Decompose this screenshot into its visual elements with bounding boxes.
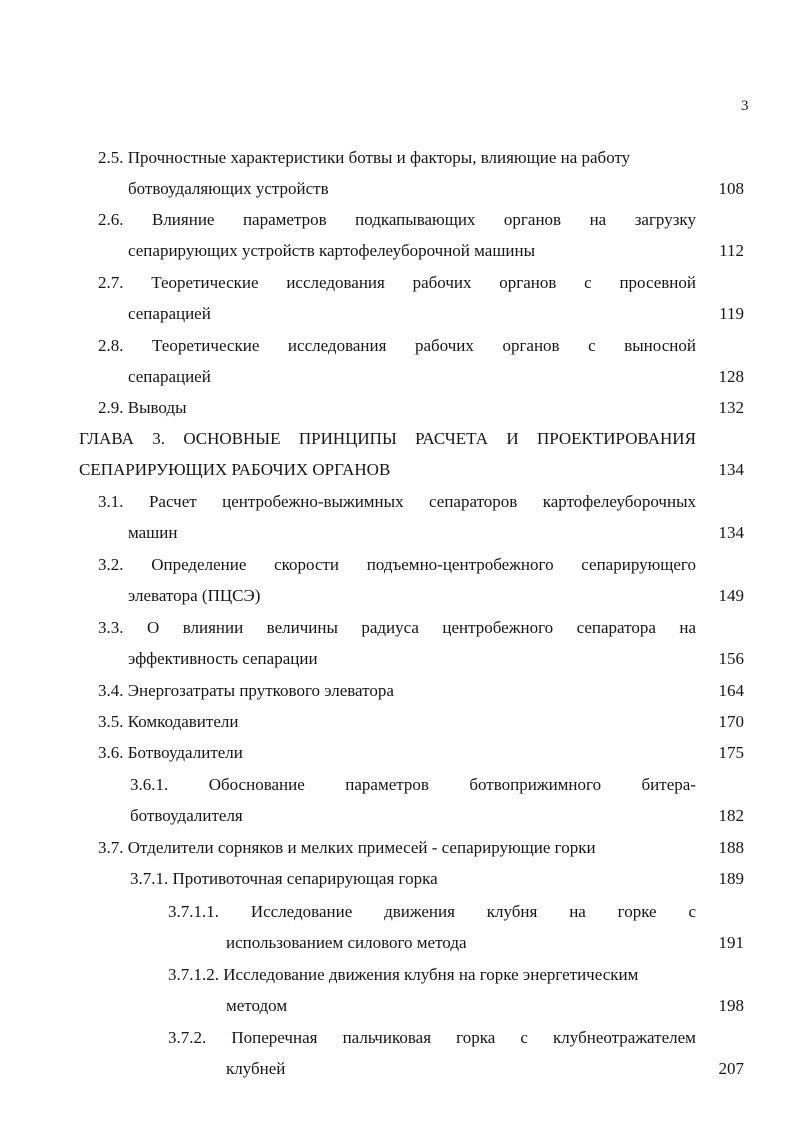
toc-entry-page: 112 [719, 241, 744, 260]
toc-entry-title: 3.7.2. Поперечная пальчиковая горка с клубнеотражателем [168, 1028, 696, 1047]
toc-entry-title: 3.7.1.1. Исследование движения клубня на горке с [168, 902, 696, 921]
toc-entry-title-cont: методом [226, 996, 288, 1015]
toc-entry-title-cont: элеватора (ПЦСЭ) [128, 586, 261, 605]
toc-entry-page: 108 [718, 179, 744, 198]
toc-entry-title: 3.3. О влиянии величины радиуса центробежного сепаратора на [98, 618, 696, 637]
toc-entry-title: 2.8. Теоретические исследования рабочих органов с выносной [98, 336, 696, 355]
toc-entry-page: 175 [718, 743, 744, 762]
toc-entry-title: 2.5. Прочностные характеристики ботвы и факторы, влияющие на работу [98, 148, 631, 167]
toc-chapter-title-cont: СЕПАРИРУЮЩИХ РАБОЧИХ ОРГАНОВ [79, 460, 391, 479]
toc-entry-page: 198 [718, 996, 744, 1015]
toc-entry-page: 156 [718, 649, 744, 668]
toc-entry-page: 134 [718, 460, 744, 479]
page-number: 3 [741, 98, 749, 114]
toc-entry-title-cont: клубней [226, 1059, 286, 1078]
toc-entry-page: 132 [718, 398, 744, 417]
toc-entry-page: 134 [718, 523, 744, 542]
toc-entry-page: 188 [718, 838, 744, 857]
toc-entry-page: 128 [718, 367, 744, 386]
toc-entry-title-cont: сепарацией [128, 367, 211, 386]
toc-entry-title: 3.7.1. Противоточная сепарирующая горка [130, 869, 438, 888]
toc-entry-title-cont: использованием силового метода [226, 933, 467, 952]
toc-entry-page: 170 [718, 712, 744, 731]
toc-entry-title: 3.4. Энергозатраты пруткового элеватора [98, 681, 394, 700]
toc-entry-page: 182 [718, 806, 744, 825]
toc-entry-title-cont: машин [128, 523, 178, 542]
toc-entry-title: 3.6. Ботвоудалители [98, 743, 243, 762]
toc-entry-page: 149 [718, 586, 744, 605]
toc-entry-title: 3.5. Комкодавители [98, 712, 239, 731]
toc-entry-page: 119 [719, 304, 744, 323]
toc-entry-title: 3.1. Расчет центробежно-выжимных сепараторов картофелеуборочных [98, 492, 696, 511]
toc-entry-title: 2.7. Теоретические исследования рабочих органов с просевной [98, 273, 696, 292]
toc-chapter-title: ГЛАВА 3. ОСНОВНЫЕ ПРИНЦИПЫ РАСЧЕТА И ПРОЕКТИРОВАНИЯ [79, 429, 696, 448]
toc-entry-page: 164 [718, 681, 744, 700]
toc-entry-page: 207 [718, 1059, 744, 1078]
toc-entry-title: 3.7. Отделители сорняков и мелких примесей - сепарирующие горки [98, 838, 596, 857]
toc-entry-title: 3.2. Определение скорости подъемно-центробежного сепарирующего [98, 555, 696, 574]
toc-entry-title: 2.9. Выводы [98, 398, 187, 417]
toc-entry-title: 3.7.1.2. Исследование движения клубня на горке энергетическим [168, 965, 639, 984]
toc-entry-title-cont: сепарирующих устройств картофелеуборочной машины [128, 241, 536, 260]
toc-entry-title-cont: сепарацией [128, 304, 211, 323]
toc-entry-page: 191 [718, 933, 744, 952]
toc-entry-title-cont: эффективность сепарации [128, 649, 318, 668]
toc-entry-title-cont: ботвоудаляющих устройств [128, 179, 329, 198]
toc-entry-title: 2.6. Влияние параметров подкапывающих органов на загрузку [98, 210, 696, 229]
toc-entry-title: 3.6.1. Обоснование параметров ботвоприжимного битера- [130, 775, 696, 794]
toc-entry-title-cont: ботвоудалителя [130, 806, 243, 825]
toc-entry-page: 189 [718, 869, 744, 888]
